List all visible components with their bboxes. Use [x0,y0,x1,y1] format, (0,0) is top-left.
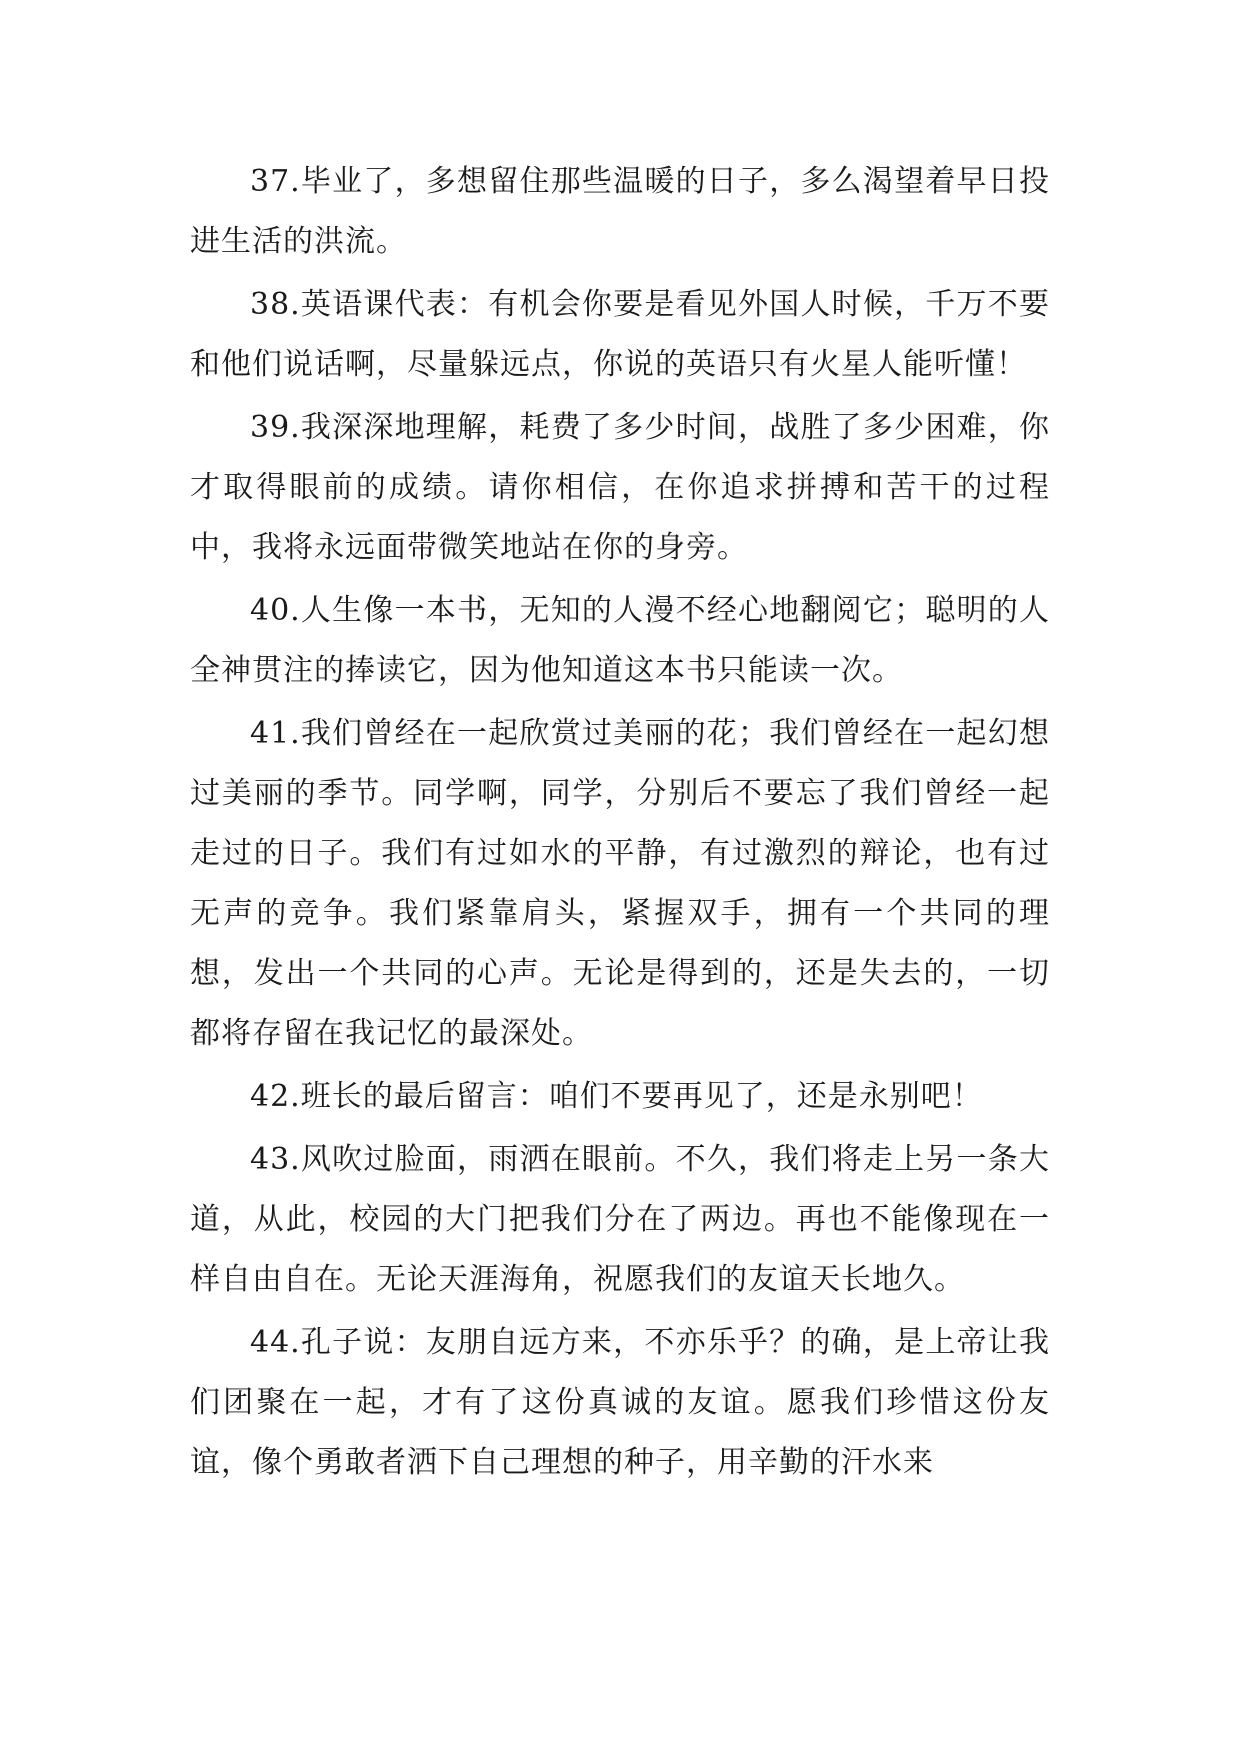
paragraph-44: 44.孔子说：友朋自远方来，不亦乐乎？的确，是上帝让我们团聚在一起，才有了这份真诚的友谊。愿我们珍惜这份友谊，像个勇敢者洒下自己理想的种子，用辛勤的汗水来 [190,1325,1050,1480]
paragraph-37: 37.毕业了，多想留住那些温暖的日子，多么渴望着早日投进生活的洪流。 [190,164,1050,259]
paragraph-43: 43.风吹过脸面，雨洒在眼前。不久，我们将走上另一条大道，从此，校园的大门把我们分在了两边。再也不能像现在一样自由自在。无论天涯海角，祝愿我们的友谊天长地久。 [190,1142,1050,1297]
paragraph-39: 39.我深深地理解，耗费了多少时间，战胜了多少困难，你才取得眼前的成绩。请你相信，在你追求拼搏和苦干的过程中，我将永远面带微笑地站在你的身旁。 [190,410,1050,565]
paragraph-41: 41.我们曾经在一起欣赏过美丽的花；我们曾经在一起幻想过美丽的季节。同学啊，同学，分别后不要忘了我们曾经一起走过的日子。我们有过如水的平静，有过激烈的辩论，也有过无声的竞争。我们紧靠肩头，紧握双手，拥有一个共同的理想，发出一个共同的心声。无论是得到的，还是失去的，一切都将存留在我记忆的最深处。 [190,716,1050,1051]
paragraph-40: 40.人生像一本书，无知的人漫不经心地翻阅它；聪明的人全神贯注的捧读它，因为他知道这本书只能读一次。 [190,593,1050,688]
body-text [190,152,1050,1496]
paragraph-38: 38.英语课代表：有机会你要是看见外国人时候，千万不要和他们说话啊，尽量躲远点，你说的英语只有火星人能听懂！ [190,287,1050,382]
paragraph-42: 42.班长的最后留言：咱们不要再见了，还是永别吧！ [250,1079,983,1114]
